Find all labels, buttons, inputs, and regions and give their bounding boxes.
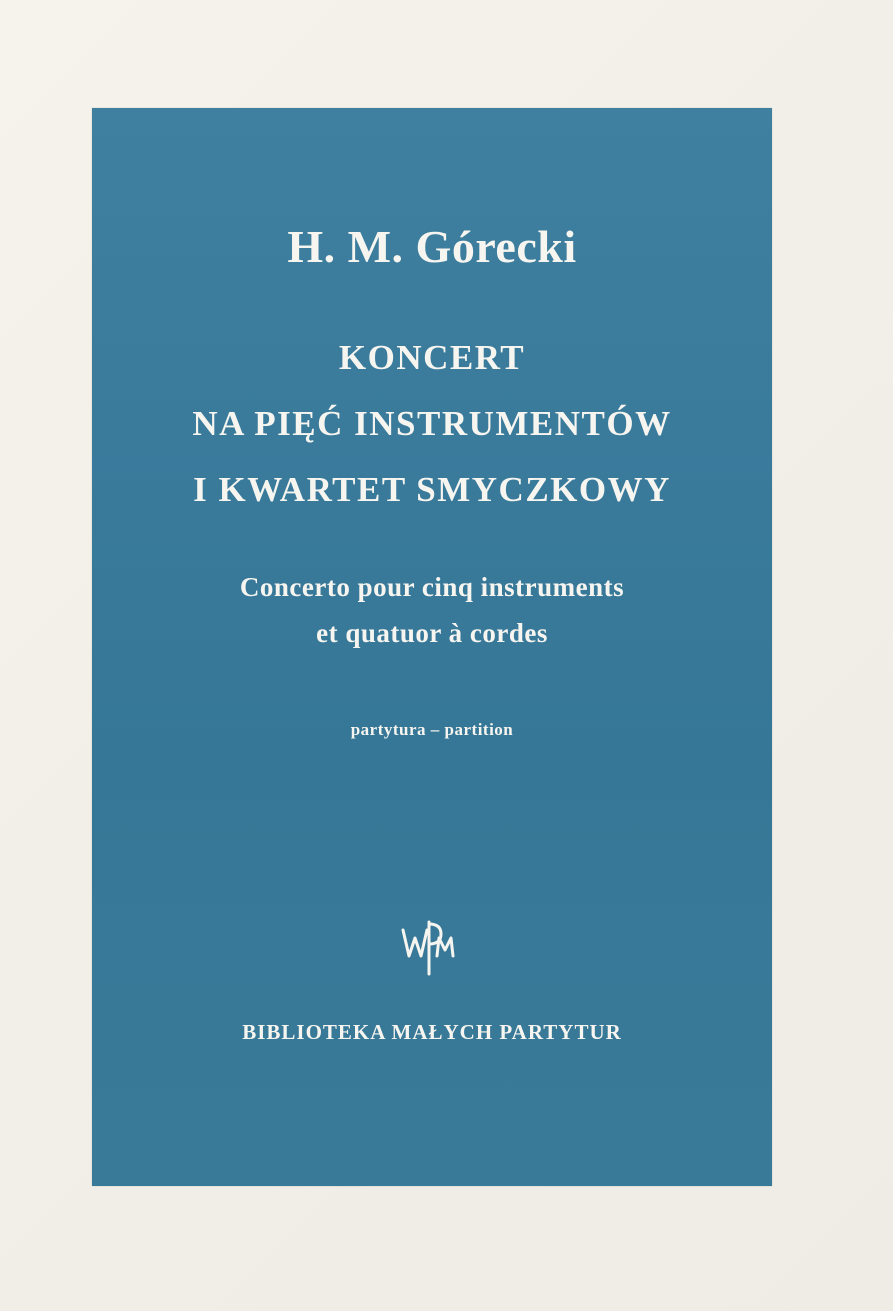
title-line-2: NA PIĘĆ INSTRUMENTÓW — [192, 404, 672, 443]
score-type-label: partytura – partition — [350, 720, 514, 739]
series-name: BIBLIOTEKA MAŁYCH PARTYTUR — [242, 1020, 622, 1044]
cover-panel — [92, 108, 772, 1186]
title-line-3: I KWARTET SMYCZKOWY — [193, 470, 671, 509]
publisher-logo-icon — [399, 916, 459, 976]
subtitle-line-1: Concerto pour cinq instruments — [239, 572, 625, 602]
composer-name: H. M. Górecki — [287, 221, 577, 272]
subtitle-line-2: et quatuor à cordes — [316, 618, 548, 648]
title-line-1: KONCERT — [338, 338, 526, 377]
